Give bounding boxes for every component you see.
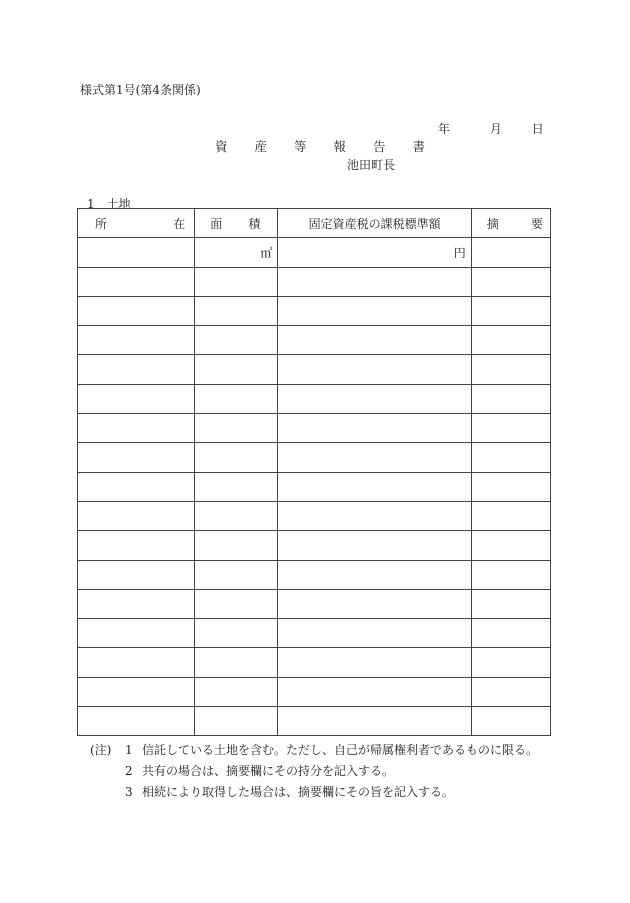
cell-tax-value[interactable]	[278, 238, 471, 267]
cell-tax-value[interactable]	[278, 384, 471, 413]
cell-tax-value[interactable]	[278, 501, 471, 530]
note-item	[90, 761, 538, 782]
header-area-part: 面	[210, 216, 223, 231]
note-text: 共有の場合は、摘要欄にその持分を記入する。	[142, 764, 395, 778]
date-line	[438, 120, 544, 137]
cell-tax-value[interactable]	[278, 443, 471, 472]
cell-location[interactable]	[78, 326, 195, 355]
cell-area[interactable]	[195, 355, 278, 384]
table-row	[78, 648, 551, 677]
cell-tax-value[interactable]	[278, 648, 471, 677]
cell-location[interactable]	[78, 384, 195, 413]
title-char: 産	[254, 139, 268, 154]
cell-area[interactable]	[195, 677, 278, 706]
table-row	[78, 619, 551, 648]
cell-tax-value[interactable]	[278, 707, 471, 736]
cell-remarks[interactable]	[471, 384, 550, 413]
cell-location[interactable]	[78, 531, 195, 560]
cell-area[interactable]	[195, 619, 278, 648]
cell-area[interactable]	[195, 326, 278, 355]
cell-tax-value[interactable]	[278, 589, 471, 618]
cell-area[interactable]	[195, 414, 278, 443]
area-unit: ㎡	[260, 245, 273, 260]
cell-location[interactable]	[78, 238, 195, 267]
cell-location[interactable]	[78, 414, 195, 443]
title-char: 資	[215, 139, 228, 154]
cell-area[interactable]	[195, 267, 278, 296]
table-row	[78, 589, 551, 618]
cell-remarks[interactable]	[471, 677, 550, 706]
table-row	[78, 296, 551, 325]
cell-area[interactable]	[195, 648, 278, 677]
cell-tax-value[interactable]	[278, 677, 471, 706]
cell-tax-value[interactable]	[278, 619, 471, 648]
title-char: 告	[373, 139, 386, 154]
cell-remarks[interactable]	[471, 355, 550, 384]
cell-remarks[interactable]	[471, 501, 550, 530]
cell-location[interactable]	[78, 707, 195, 736]
note-number: 2	[125, 764, 133, 778]
cell-remarks[interactable]	[471, 472, 550, 501]
cell-location[interactable]	[78, 560, 195, 589]
cell-location[interactable]	[78, 443, 195, 472]
cell-tax-value[interactable]	[278, 355, 471, 384]
date-day: 日	[531, 122, 544, 136]
table-row	[78, 560, 551, 589]
cell-remarks[interactable]	[471, 707, 550, 736]
table-row	[78, 472, 551, 501]
cell-location[interactable]	[78, 501, 195, 530]
cell-remarks[interactable]	[471, 589, 550, 618]
header-location-part: 在	[173, 216, 186, 231]
cell-remarks[interactable]	[471, 531, 550, 560]
cell-tax-value[interactable]	[278, 531, 471, 560]
header-location-part: 所	[95, 216, 108, 231]
table-row	[78, 501, 551, 530]
cell-location[interactable]	[78, 472, 195, 501]
cell-location[interactable]	[78, 267, 195, 296]
note-text: 信託している土地を含む。ただし、自己が帰属権利者であるものに限る。	[142, 743, 539, 757]
cell-remarks[interactable]	[471, 414, 550, 443]
cell-location[interactable]	[78, 589, 195, 618]
cell-location[interactable]	[78, 296, 195, 325]
cell-area[interactable]	[195, 560, 278, 589]
cell-remarks[interactable]	[471, 648, 550, 677]
table-row	[78, 238, 551, 267]
cell-tax-value[interactable]	[278, 296, 471, 325]
note-item	[90, 740, 538, 761]
cell-area[interactable]	[195, 707, 278, 736]
header-remarks-part: 要	[530, 216, 543, 231]
table-row	[78, 531, 551, 560]
header-location	[78, 209, 195, 238]
table-row	[78, 326, 551, 355]
cell-area[interactable]	[195, 531, 278, 560]
header-area	[195, 209, 278, 238]
header-remarks	[471, 209, 550, 238]
cell-location[interactable]	[78, 619, 195, 648]
cell-location[interactable]	[78, 648, 195, 677]
cell-area[interactable]	[195, 296, 278, 325]
cell-tax-value[interactable]	[278, 560, 471, 589]
title-char: 書	[412, 139, 426, 154]
table-row	[78, 677, 551, 706]
note-number: 3	[125, 785, 133, 799]
note-text: 相続により取得した場合は、摘要欄にその旨を記入する。	[142, 785, 455, 799]
cell-remarks[interactable]	[471, 560, 550, 589]
document-title	[215, 137, 448, 155]
cell-remarks[interactable]	[471, 326, 550, 355]
title-char: 報	[333, 139, 347, 154]
date-year: 年	[438, 122, 451, 136]
cell-remarks[interactable]	[471, 296, 550, 325]
table-row	[78, 443, 551, 472]
section-heading: 1 土地	[87, 197, 131, 211]
notes	[90, 740, 538, 803]
form-number: 様式第1号(第4条関係)	[80, 83, 201, 97]
date-month: 月	[489, 122, 502, 136]
cell-area[interactable]	[195, 443, 278, 472]
cell-location[interactable]	[78, 677, 195, 706]
header-remarks-part: 摘	[486, 216, 499, 231]
cell-remarks[interactable]	[471, 267, 550, 296]
cell-location[interactable]	[78, 355, 195, 384]
cell-tax-value[interactable]	[278, 267, 471, 296]
table-header-row	[78, 209, 551, 238]
notes-heading: (注)	[90, 743, 112, 757]
cell-tax-value[interactable]	[278, 414, 471, 443]
cell-area[interactable]	[195, 238, 278, 267]
cell-remarks[interactable]	[471, 443, 550, 472]
cell-remarks[interactable]	[471, 619, 550, 648]
note-number: 1	[125, 743, 133, 757]
table-row	[78, 384, 551, 413]
land-table	[77, 208, 551, 736]
note-item	[90, 782, 538, 803]
cell-tax-value[interactable]	[278, 472, 471, 501]
title-char: 等	[294, 139, 307, 154]
header-tax-value-label: 固定資産税の課税標準額	[308, 216, 441, 231]
table-row	[78, 267, 551, 296]
cell-tax-value[interactable]	[278, 326, 471, 355]
cell-area[interactable]	[195, 501, 278, 530]
table-row	[78, 707, 551, 736]
table-row	[78, 414, 551, 443]
addressee: 池田町長	[347, 158, 396, 172]
header-area-part: 積	[248, 216, 261, 231]
cell-area[interactable]	[195, 589, 278, 618]
header-tax-value	[278, 209, 471, 238]
cell-area[interactable]	[195, 472, 278, 501]
cell-remarks[interactable]	[471, 238, 550, 267]
cell-area[interactable]	[195, 384, 278, 413]
yen-unit: 円	[453, 245, 466, 260]
table-row	[78, 355, 551, 384]
